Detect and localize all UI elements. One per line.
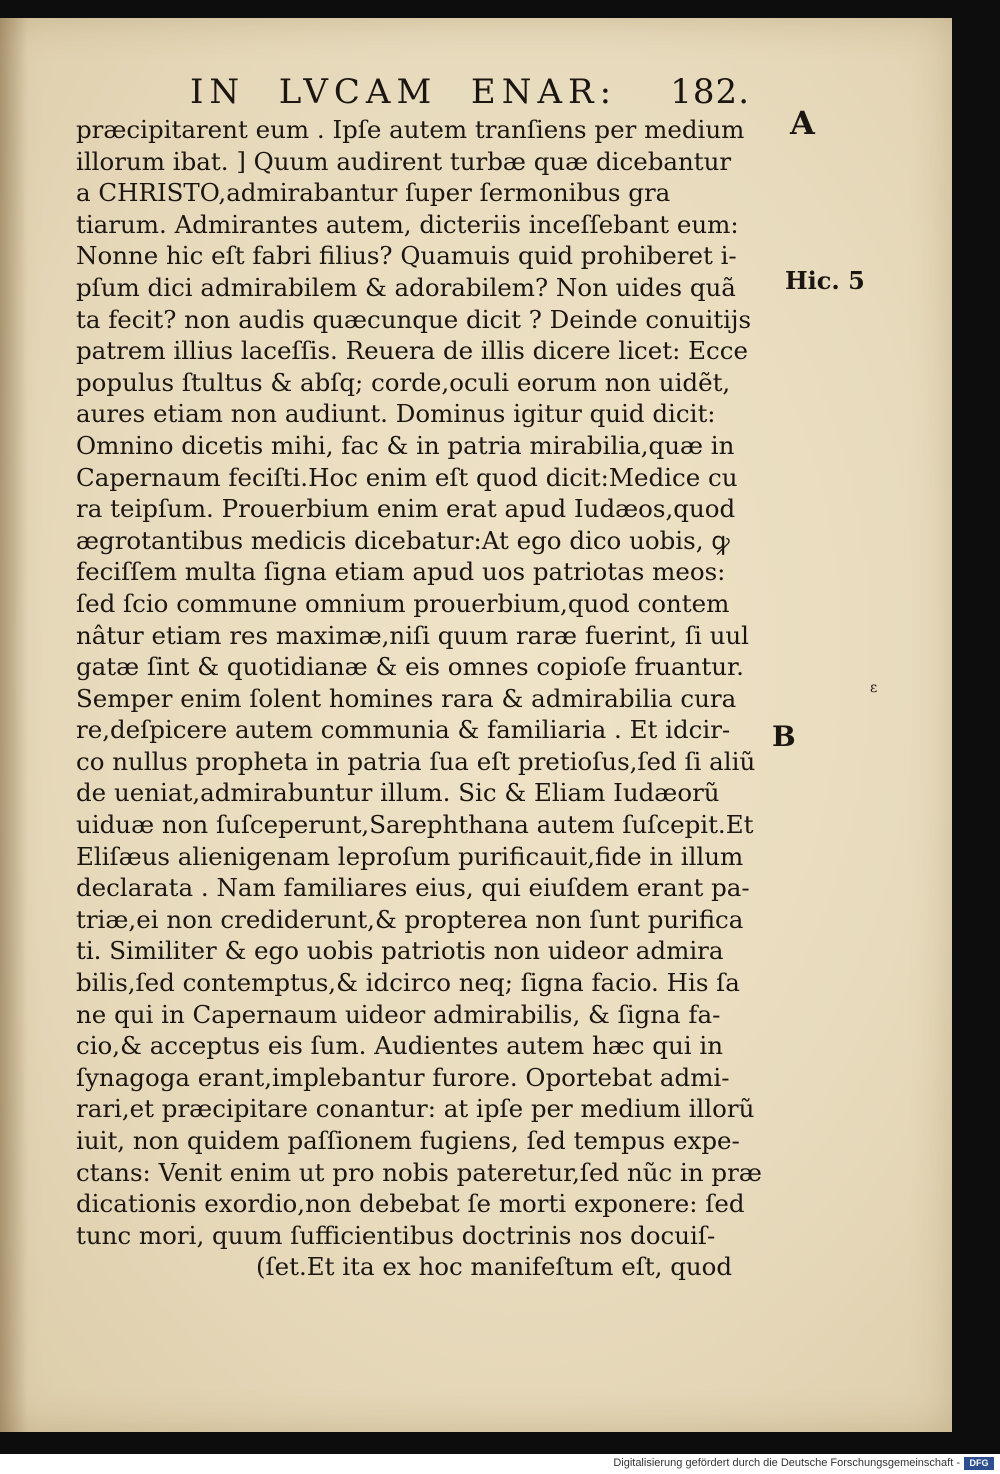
running-header: [190, 72, 750, 112]
text-line: aures etiam non audiunt. Dominus igitur quid dicit:: [76, 399, 716, 429]
text-line: declarata . Nam familiares eius, qui eiuſdem erant pa-: [76, 873, 750, 903]
text-line: ſynagoga erant,implebantur furore. Oportebat admi-: [76, 1062, 730, 1092]
text-line: rari,et præcipitare conantur: at ipſe per medium illorũ: [76, 1094, 755, 1124]
page-gutter-shadow: [0, 18, 28, 1432]
text-line: gatæ ſint & quotidianæ & eis omnes copioſe fruantur.: [76, 652, 744, 682]
text-line: de ueniat,admirabuntur illum. Sic & Eliam Iudæorũ: [76, 778, 720, 808]
text-line: triæ,ei non crediderunt,& propterea non ſunt purifica: [76, 904, 744, 934]
text-line: dicationis exordio,non debebat ſe morti exponere: ſed: [76, 1189, 745, 1219]
text-line: bilis,ſed contemptus,& idcirco neq; ſigna facio. His ſa: [76, 968, 740, 998]
text-line: ægrotantibus medicis dicebatur:At ego dico uobis, ꝙ: [76, 525, 730, 555]
text-line: illorum ibat. ] Quum audirent turbæ quæ dicebantur: [76, 146, 732, 176]
margin-note-hic: Hic. 5: [785, 266, 865, 295]
text-line: pſum dici admirabilem & adorabilem? Non uides quã: [76, 272, 736, 302]
text-line: ti. Similiter & ego uobis patriotis non uideor admira: [76, 936, 724, 966]
text-line: ſed ſcio commune omnium prouerbium,quod contem: [76, 588, 730, 618]
text-line: præcipitarent eum . Ipſe autem tranſiens per medium: [76, 115, 745, 144]
text-line: ra teipſum. Prouerbium enim erat apud Iudæos,quod: [76, 494, 736, 524]
text-line: Nonne hic eſt fabri filius? Quamuis quid prohiberet i-: [76, 241, 737, 271]
text-line: cio,& acceptus eis ſum. Audientes autem hæc qui in: [76, 1031, 724, 1061]
text-line: uiduæ non ſuſceperunt,Sarephthana autem ſuſcepit.Et: [76, 810, 754, 840]
text-line: re,deſpicere autem communia & familiaria . Et idcir-: [76, 715, 731, 745]
text-line: tunc mori, quum ſufficientibus doctrinis nos docuiſ-: [76, 1220, 716, 1250]
text-line: Omnino dicetis mihi, fac & in patria mirabilia,quæ in: [76, 430, 735, 460]
text-line: nâtur etiam res maximæ,niſi quum raræ fuerint, ſi uul: [76, 620, 750, 650]
text-line: Capernaum feciſti.Hoc enim eſt quod dicit:Medice cu: [76, 462, 738, 492]
text-line: iuit, non quidem paſſionem fugiens, ſed tempus expe-: [76, 1126, 740, 1155]
text-line: ctans: Venit enim ut pro nobis pateretur,ſed nũc in præ: [76, 1157, 762, 1187]
text-line: a CHRISTO,admirabantur ſuper ſermonibus gra: [76, 178, 671, 208]
dfg-credit-text: Digitalisierung gefördert durch die Deutsche Forschungsgemeinschaft -: [613, 1457, 960, 1469]
body-text: [76, 114, 776, 1283]
margin-letter-b: B: [772, 720, 796, 753]
running-title: IN LVCAM ENAR:: [190, 72, 618, 112]
text-line: co nullus propheta in patria ſua eſt pretioſus,ſed ſi aliũ: [76, 746, 756, 776]
text-line: feciſſem multa ſigna etiam apud uos patriotas meos:: [76, 557, 726, 587]
text-line: populus ſtultus & abſq; corde,oculi eorum non uidẽt,: [76, 367, 731, 397]
text-line: ne qui in Capernaum uideor admirabilis, & ſigna fa-: [76, 999, 721, 1029]
text-line: Semper enim ſolent homines rara & admirabilia cura: [76, 683, 737, 713]
text-line: tiarum. Admirantes autem, dicteriis inceſſebant eum:: [76, 209, 739, 239]
margin-letter-a: A: [790, 104, 815, 142]
text-line: ta fecit? non audis quæcunque dicit ? Deinde conuitijs: [76, 304, 752, 334]
footer-bar: [0, 1454, 1000, 1474]
text-line-last: (ſet.Et ita ex hoc manifeſtum eſt, quod: [256, 1252, 733, 1282]
text-line: patrem illius laceſſis. Reuera de illis dicere licet: Ecce: [76, 336, 748, 366]
text-line: Eliſæus alienigenam leproſum purificauit,fide in illum: [76, 841, 744, 871]
margin-mark: ε: [870, 680, 878, 696]
dfg-logo: DFG: [964, 1457, 994, 1470]
page-number: 182.: [670, 72, 750, 112]
